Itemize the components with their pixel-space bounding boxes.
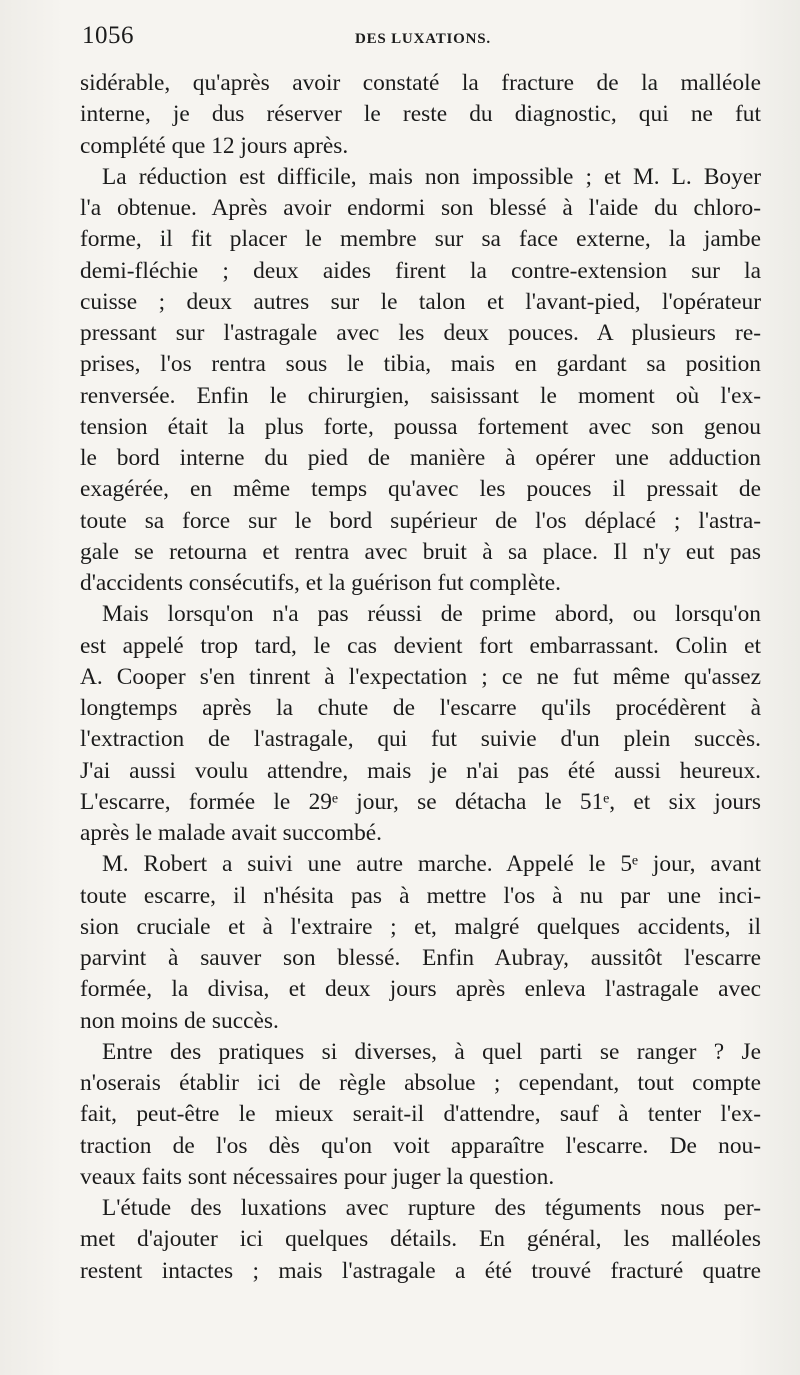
text-line: traction de l'os dès qu'on voit apparaître l'escarre. De nou-	[80, 1132, 761, 1159]
text-line: non moins de succès.	[80, 1007, 279, 1034]
text-line: M. Robert a suivi une autre marche. Appelé le 5ᵉ jour, avant	[102, 851, 761, 878]
text-line: forme, il fit placer le membre sur sa face externe, la jambe	[80, 226, 761, 253]
text-line: interne, je dus réserver le reste du diagnostic, qui ne fut	[80, 101, 761, 128]
body-text	[80, 68, 761, 1287]
text-line: L'étude des luxations avec rupture des téguments nous per-	[102, 1195, 761, 1221]
text-line: restent intactes ; mais l'astragale a été trouvé fracturé quatre	[80, 1257, 761, 1284]
text-line: prises, l'os rentra sous le tibia, mais en gardant sa position	[80, 351, 761, 378]
text-line: n'oserais établir ici de règle absolue ; cependant, tout compte	[80, 1070, 761, 1096]
text-line: demi-fléchie ; deux aides firent la contre-extension sur la	[80, 257, 761, 284]
running-title: DES LUXATIONS.	[355, 31, 491, 47]
text-line: pressant sur l'astragale avec les deux pouces. A plusieurs re-	[80, 320, 761, 346]
text-line: longtemps après la chute de l'escarre qu'ils procédèrent à	[80, 695, 761, 721]
text-line: tension était la plus forte, poussa fortement avec son genou	[80, 413, 761, 440]
text-line: fait, peut-être le mieux serait-il d'attendre, sauf à tenter l'ex-	[80, 1101, 761, 1128]
page-header	[80, 22, 760, 56]
text-line: veaux faits sont nécessaires pour juger la question.	[80, 1163, 555, 1190]
text-line: toute escarre, il n'hésita pas à mettre l'os à nu par une inci-	[80, 882, 761, 909]
text-line: Entre des pratiques si diverses, à quel parti se ranger ? Je	[102, 1038, 761, 1065]
text-line: après le malade avait succombé.	[80, 820, 382, 846]
page-number: 1056	[82, 22, 134, 49]
text-line: gale se retourna et rentra avec bruit à sa place. Il n'y eut pas	[80, 538, 761, 565]
text-line: exagérée, en même temps qu'avec les pouces il pressait de	[80, 476, 761, 503]
text-line: Mais lorsqu'on n'a pas réussi de prime abord, ou lorsqu'on	[102, 601, 761, 628]
text-line: sion cruciale et à l'extraire ; et, malgré quelques accidents, il	[80, 913, 761, 940]
text-line: L'escarre, formée le 29ᵉ jour, se détacha le 51ᵉ, et six jours	[80, 788, 761, 815]
text-line: complété que 12 jours après.	[80, 132, 349, 159]
text-line: J'ai aussi voulu attendre, mais je n'ai pas été aussi heureux.	[80, 757, 761, 784]
text-line: sidérable, qu'après avoir constaté la fracture de la malléole	[80, 70, 761, 96]
text-line: est appelé trop tard, le cas devient fort embarrassant. Colin et	[80, 632, 761, 659]
text-line: le bord interne du pied de manière à opérer une adduction	[80, 445, 761, 471]
text-line: La réduction est difficile, mais non impossible ; et M. L. Boyer	[102, 163, 761, 190]
text-line: d'accidents consécutifs, et la guérison fut complète.	[80, 570, 561, 596]
text-line: l'a obtenue. Après avoir endormi son blessé à l'aide du chloro-	[80, 195, 761, 221]
text-line: parvint à sauver son blessé. Enfin Aubray, aussitôt l'escarre	[80, 945, 761, 971]
text-line: l'extraction de l'astragale, qui fut suivie d'un plein succès.	[80, 726, 761, 753]
text-line: renversée. Enfin le chirurgien, saisissant le moment où l'ex-	[80, 382, 761, 409]
text-line: toute sa force sur le bord supérieur de l'os déplacé ; l'astra-	[80, 507, 761, 534]
text-line: A. Cooper s'en tinrent à l'expectation ; ce ne fut même qu'assez	[80, 663, 761, 690]
text-line: formée, la divisa, et deux jours après enleva l'astragale avec	[80, 976, 761, 1003]
text-line: cuisse ; deux autres sur le talon et l'avant-pied, l'opérateur	[80, 288, 761, 315]
text-line: met d'ajouter ici quelques détails. En général, les malléoles	[80, 1226, 761, 1253]
